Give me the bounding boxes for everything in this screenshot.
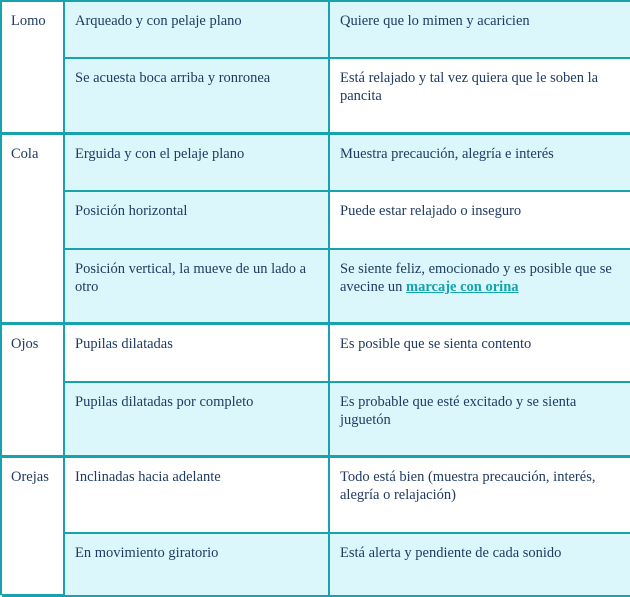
category-cola: Cola [2,135,65,325]
meaning-cell: Puede estar relajado o inseguro [330,192,630,250]
signal-cell: Erguida y con el pelaje plano [65,135,330,192]
meaning-cell: Está relajado y tal vez quiera que le soben la pancita [330,59,630,135]
signal-cell: Posición horizontal [65,192,330,250]
signal-cell: Pupilas dilatadas por completo [65,383,330,458]
marcaje-con-orina-link[interactable]: marcaje con orina [406,279,519,295]
meaning-cell: Es posible que se sienta contento [330,325,630,383]
category-orejas: Orejas [2,458,65,597]
meaning-cell: Todo está bien (muestra precaución, interés, alegría o relajación) [330,458,630,534]
meaning-cell: Quiere que lo mimen y acaricien [330,2,630,59]
signal-cell: Inclinadas hacia adelante [65,458,330,534]
category-lomo: Lomo [2,2,65,135]
meaning-text: Se siente feliz, emocionado y es posible que se avecine un [340,261,612,295]
signal-cell: Arqueado y con pelaje plano [65,2,330,59]
meaning-cell: Muestra precaución, alegría e interés [330,135,630,192]
meaning-cell [330,250,630,325]
signal-cell: En movimiento giratorio [65,534,330,597]
meaning-cell: Es probable que esté excitado y se sienta juguetón [330,383,630,458]
signal-cell: Se acuesta boca arriba y ronronea [65,59,330,135]
signal-cell: Pupilas dilatadas [65,325,330,383]
signal-cell: Posición vertical, la mueve de un lado a otro [65,250,330,325]
meaning-cell: Está alerta y pendiente de cada sonido [330,534,630,597]
category-ojos: Ojos [2,325,65,458]
